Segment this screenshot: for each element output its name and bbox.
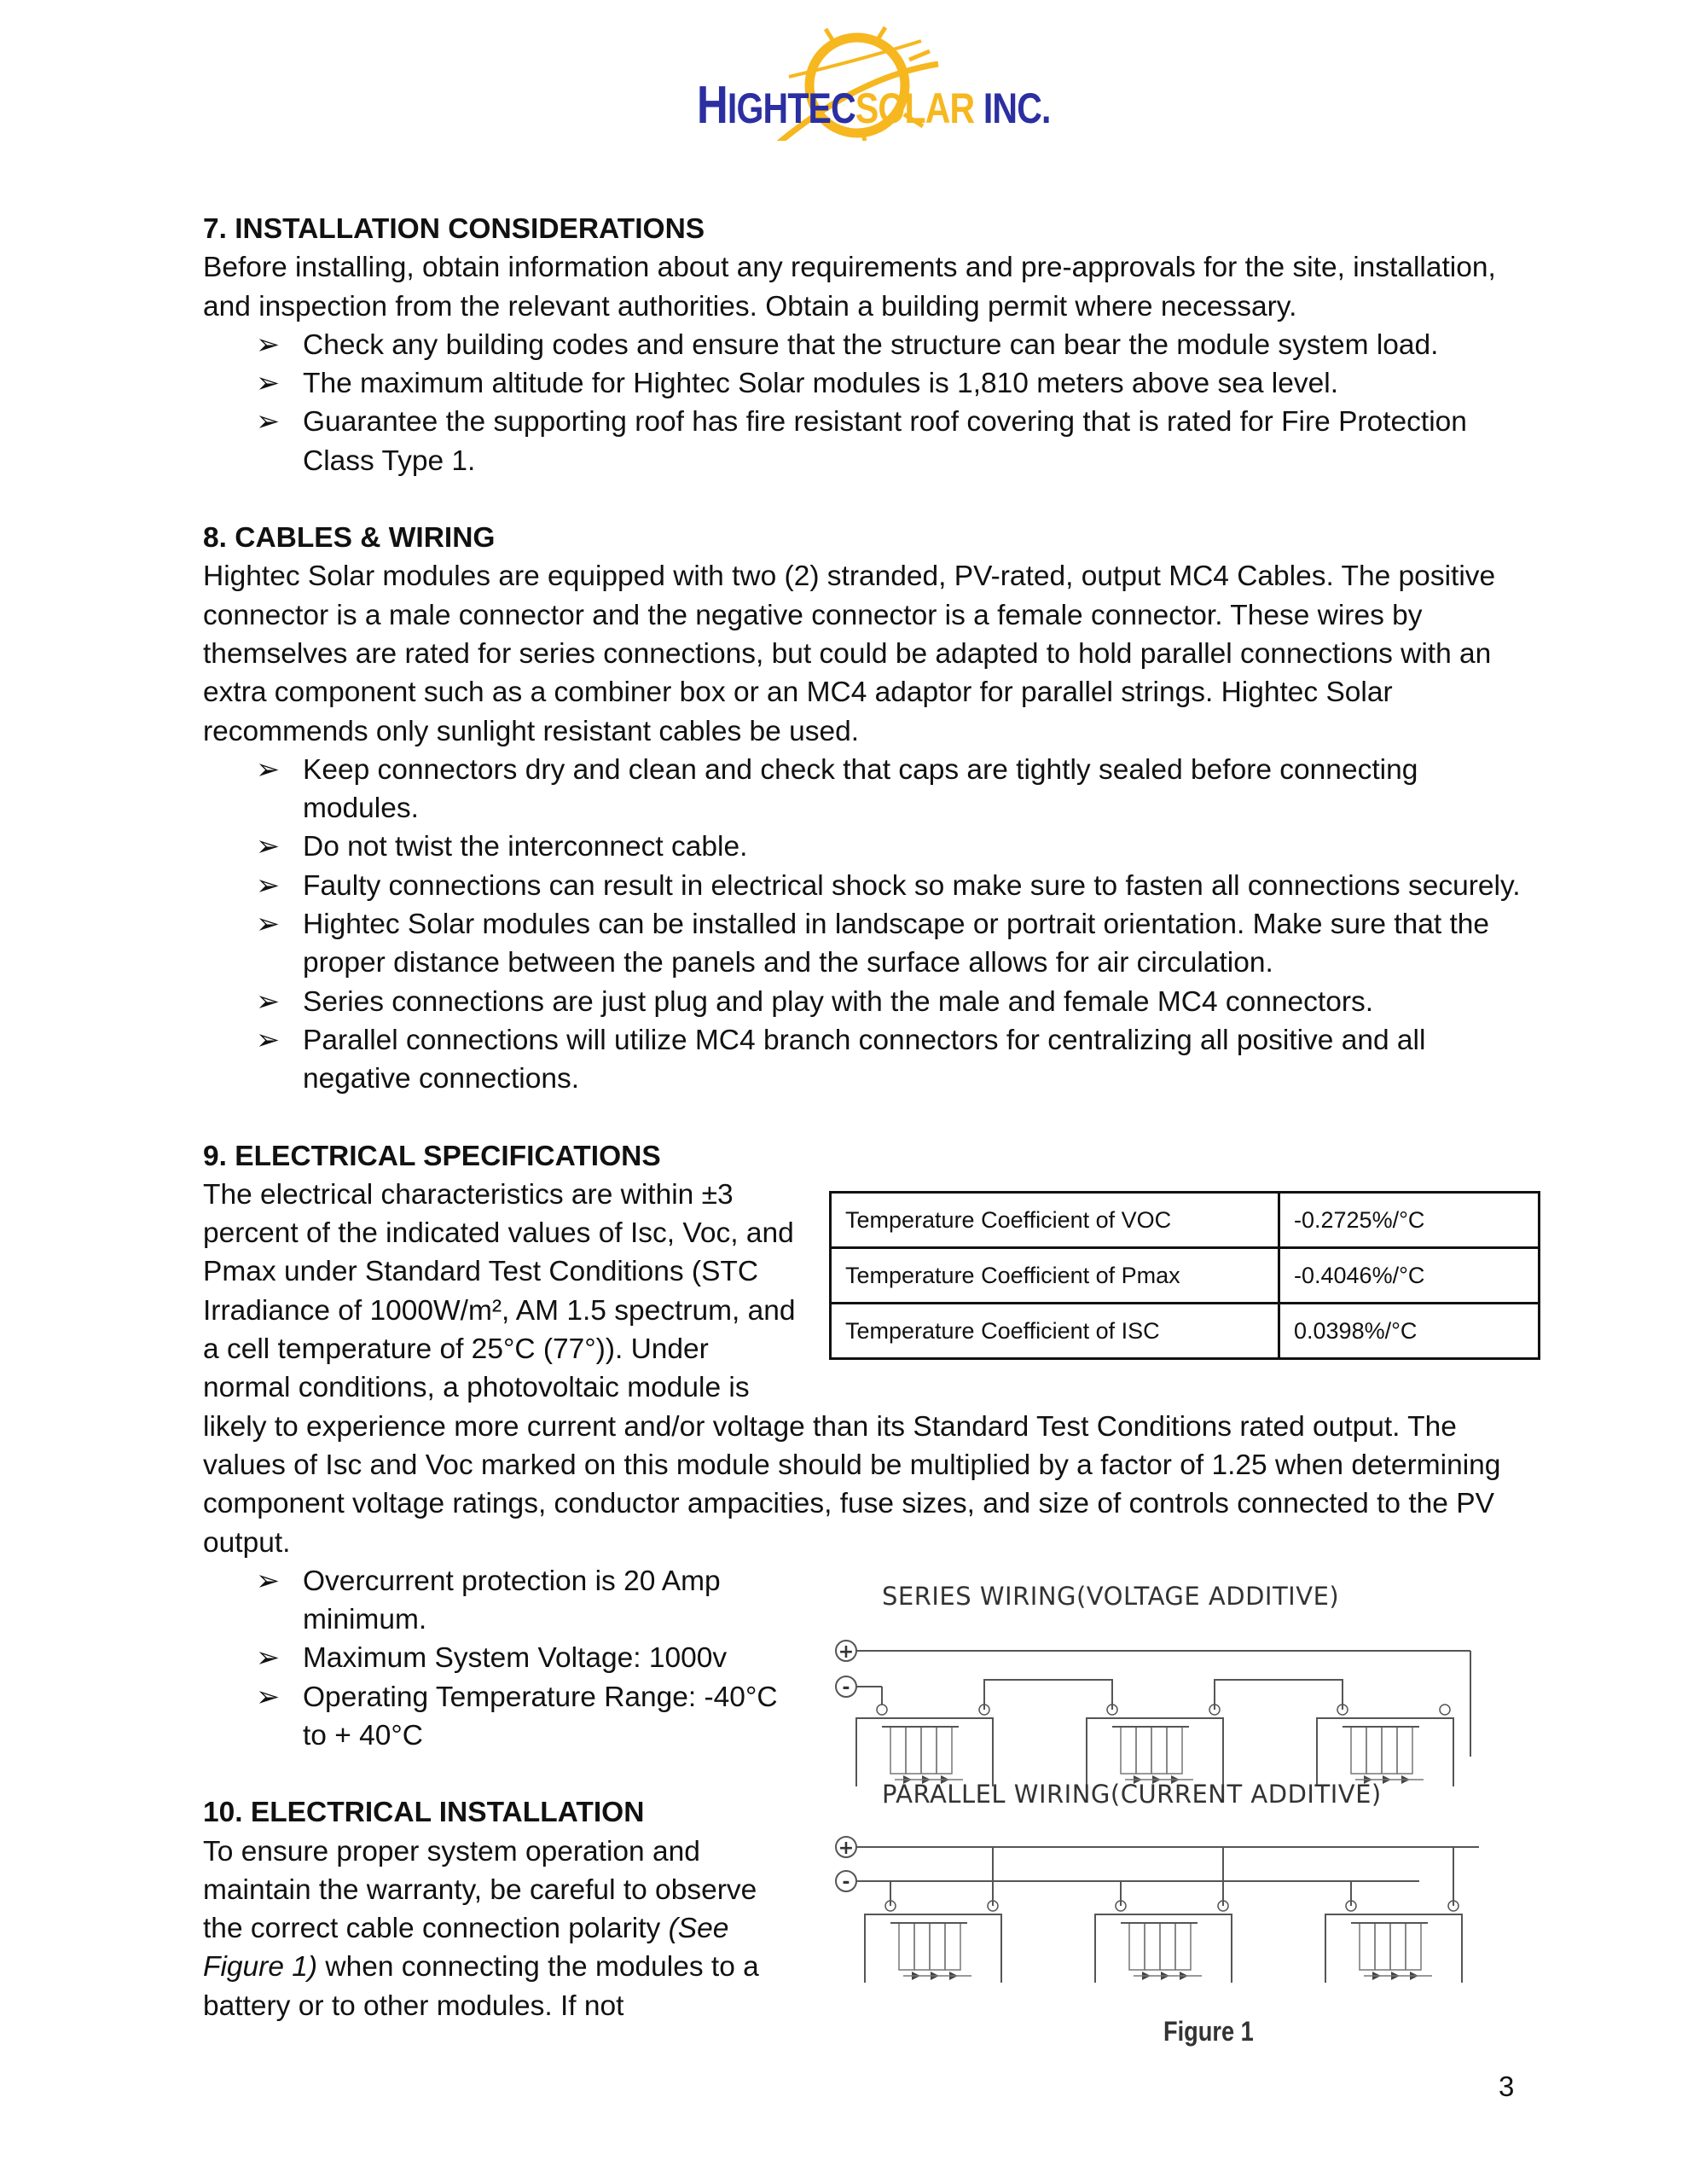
page-number: 3 bbox=[1499, 2071, 1515, 2102]
arrow-bullet-icon: ➢ bbox=[256, 1642, 281, 1675]
table-row bbox=[831, 1303, 1540, 1358]
list-item-text: The maximum altitude for Hightec Solar modules is 1,810 meters above sea level. bbox=[303, 368, 1339, 400]
company-logo bbox=[682, 26, 1051, 141]
parallel-wiring-title: PARALLEL WIRING(CURRENT ADDITIVE) bbox=[882, 1779, 1382, 1809]
parallel-module-1-cell bbox=[930, 1923, 945, 1970]
parallel-module-3-cell bbox=[1375, 1923, 1390, 1970]
section-9-bullets bbox=[203, 1562, 1534, 1755]
arrow-bullet-icon: ➢ bbox=[256, 753, 281, 786]
parallel-module-2-cell bbox=[1160, 1923, 1175, 1970]
parallel-module-2-cell bbox=[1129, 1923, 1145, 1970]
figure-caption: Figure 1 bbox=[1163, 2015, 1254, 2047]
table-row bbox=[831, 1192, 1540, 1247]
table-cell-value: -0.4046%/°C bbox=[1279, 1247, 1540, 1303]
section-8-bullets bbox=[203, 751, 1534, 1099]
section-7-bullets bbox=[203, 326, 1534, 480]
figure-reference: (See Figure 1) bbox=[203, 1913, 729, 1984]
parallel-positive-terminal-symbol: + bbox=[838, 1837, 855, 1859]
list-item-text: Faulty connections can result in electrical shock so make sure to fasten all connections securely. bbox=[303, 869, 1521, 902]
parallel-module-2-frame bbox=[1095, 1914, 1232, 1983]
list-item bbox=[203, 326, 1534, 364]
parallel-negative-terminal-symbol: - bbox=[842, 1871, 850, 1893]
series-negative-terminal-symbol: - bbox=[842, 1676, 850, 1699]
list-item-text: Do not twist the interconnect cable. bbox=[303, 831, 748, 863]
parallel-module-3-cell bbox=[1406, 1923, 1421, 1970]
list-item-text: Operating Temperature Range: -40°C to + 40°C bbox=[303, 1681, 778, 1751]
list-item bbox=[203, 828, 1534, 866]
list-item-text: Guarantee the supporting roof has fire resistant roof covering that is rated for Fire Protection Class Type 1. bbox=[303, 406, 1467, 477]
list-item bbox=[203, 364, 1534, 403]
section-8-body: Hightec Solar modules are equipped with two (2) stranded, PV-rated, output MC4 Cables. The positive connector is a male connector and the negative connector is a female connector. These wires by themselves are rated for series connections, but could be adapted to hold parallel connections with an extra component such as a combiner box or an MC4 adaptor for parallel strings. Hightec Solar recommends only sunlight resistant cables be used. bbox=[203, 561, 1496, 747]
arrow-bullet-icon: ➢ bbox=[256, 1681, 281, 1713]
arrow-bullet-icon: ➢ bbox=[256, 831, 281, 863]
section-10-text-continued: when connecting the modules to a battery or to other modules. If not bbox=[203, 1951, 759, 2022]
list-item-text: Parallel connections will utilize MC4 branch connectors for centralizing all positive and all negative connections. bbox=[303, 1024, 1426, 1095]
table-cell-label: Temperature Coefficient of ISC bbox=[831, 1303, 1279, 1358]
section-9-title: 9. ELECTRICAL SPECIFICATIONS bbox=[203, 1140, 661, 1172]
parallel-module-2-cell bbox=[1145, 1923, 1160, 1970]
table-cell-label: Temperature Coefficient of VOC bbox=[831, 1192, 1279, 1247]
section-10-text: To ensure proper system operation and maintain the warranty, be careful to observe the correct cable connection polarity bbox=[203, 1835, 757, 1945]
document-body bbox=[203, 210, 1534, 2051]
list-item-text: Keep connectors dry and clean and check that caps are tightly sealed before connecting modules. bbox=[303, 753, 1418, 825]
list-item bbox=[203, 1678, 1534, 1756]
logo-letter: H bbox=[697, 76, 728, 135]
arrow-bullet-icon: ➢ bbox=[256, 985, 281, 1018]
parallel-module-1-frame bbox=[865, 1914, 1001, 1983]
list-item bbox=[203, 1021, 1534, 1099]
parallel-module-1-cell bbox=[945, 1923, 960, 1970]
arrow-bullet-icon: ➢ bbox=[256, 1024, 281, 1056]
list-item bbox=[203, 983, 1534, 1021]
parallel-module-1-cell bbox=[914, 1923, 930, 1970]
arrow-bullet-icon: ➢ bbox=[256, 909, 281, 941]
section-10-title: 10. ELECTRICAL INSTALLATION bbox=[203, 1797, 645, 1829]
series-positive-terminal-symbol: + bbox=[838, 1641, 855, 1663]
section-7-body: Before installing, obtain information about any requirements and pre-approvals for the site, installation, and inspection from the relevant authorities. Obtain a building permit where necessary. bbox=[203, 252, 1496, 322]
list-item-text: Overcurrent protection is 20 Amp minimum. bbox=[303, 1565, 721, 1636]
list-item-text: Series connections are just plug and play with the male and female MC4 connectors. bbox=[303, 985, 1374, 1018]
list-item bbox=[203, 905, 1534, 983]
list-item-text: Hightec Solar modules can be installed in landscape or portrait orientation. Make sure that the proper distance between the panels and the surface allows for air circulation. bbox=[303, 909, 1490, 979]
temperature-coefficient-table bbox=[829, 1191, 1540, 1360]
series-wiring-title: SERIES WIRING(VOLTAGE ADDITIVE) bbox=[882, 1581, 1340, 1611]
logo-word-inc: INC. bbox=[974, 84, 1051, 132]
section-7-title: 7. INSTALLATION CONSIDERATIONS bbox=[203, 213, 705, 245]
list-item bbox=[203, 867, 1534, 905]
list-item bbox=[203, 751, 1534, 828]
logo-word-hightec: IGHTEC bbox=[727, 84, 855, 132]
parallel-module-3-cell bbox=[1360, 1923, 1375, 1970]
list-item bbox=[203, 1639, 1534, 1677]
table-cell-label: Temperature Coefficient of Pmax bbox=[831, 1247, 1279, 1303]
arrow-bullet-icon: ➢ bbox=[256, 368, 281, 400]
arrow-bullet-icon: ➢ bbox=[256, 406, 281, 439]
section-9-body: The electrical characteristics are within ±3 percent of the indicated values of Isc, Voc, and Pmax under Standard Test Conditions (STC Irradiance of 1000W/m², AM 1.5 spectrum, and a cell temperature of 25°C (77°)). Under normal conditions, a photovoltaic module is likely to experience more current and/or voltage than its Standard Test Conditions rated output. The values of Isc and Voc marked on this module should be multiplied by a factor of 1.25 when determining component voltage ratings, conductor ampacities, fuse sizes, and size of controls connected to the PV output. bbox=[203, 1178, 1501, 1559]
list-item bbox=[203, 403, 1534, 480]
logo-word-solar: SOLAR bbox=[855, 84, 975, 132]
arrow-bullet-icon: ➢ bbox=[256, 869, 281, 902]
arrow-bullet-icon: ➢ bbox=[256, 1565, 281, 1597]
parallel-module-3-cell bbox=[1390, 1923, 1406, 1970]
list-item bbox=[203, 1562, 1534, 1640]
arrow-bullet-icon: ➢ bbox=[256, 328, 281, 361]
section-8-title: 8. CABLES & WIRING bbox=[203, 522, 496, 555]
logo-text bbox=[697, 75, 1051, 136]
table-row bbox=[831, 1247, 1540, 1303]
table-cell-value: 0.0398%/°C bbox=[1279, 1303, 1540, 1358]
parallel-module-3-frame bbox=[1325, 1914, 1462, 1983]
list-item-text: Check any building codes and ensure that the structure can bear the module system load. bbox=[303, 328, 1439, 361]
parallel-module-2-cell bbox=[1175, 1923, 1191, 1970]
list-item-text: Maximum System Voltage: 1000v bbox=[303, 1642, 728, 1675]
parallel-module-1-cell bbox=[899, 1923, 914, 1970]
table-cell-value: -0.2725%/°C bbox=[1279, 1192, 1540, 1247]
